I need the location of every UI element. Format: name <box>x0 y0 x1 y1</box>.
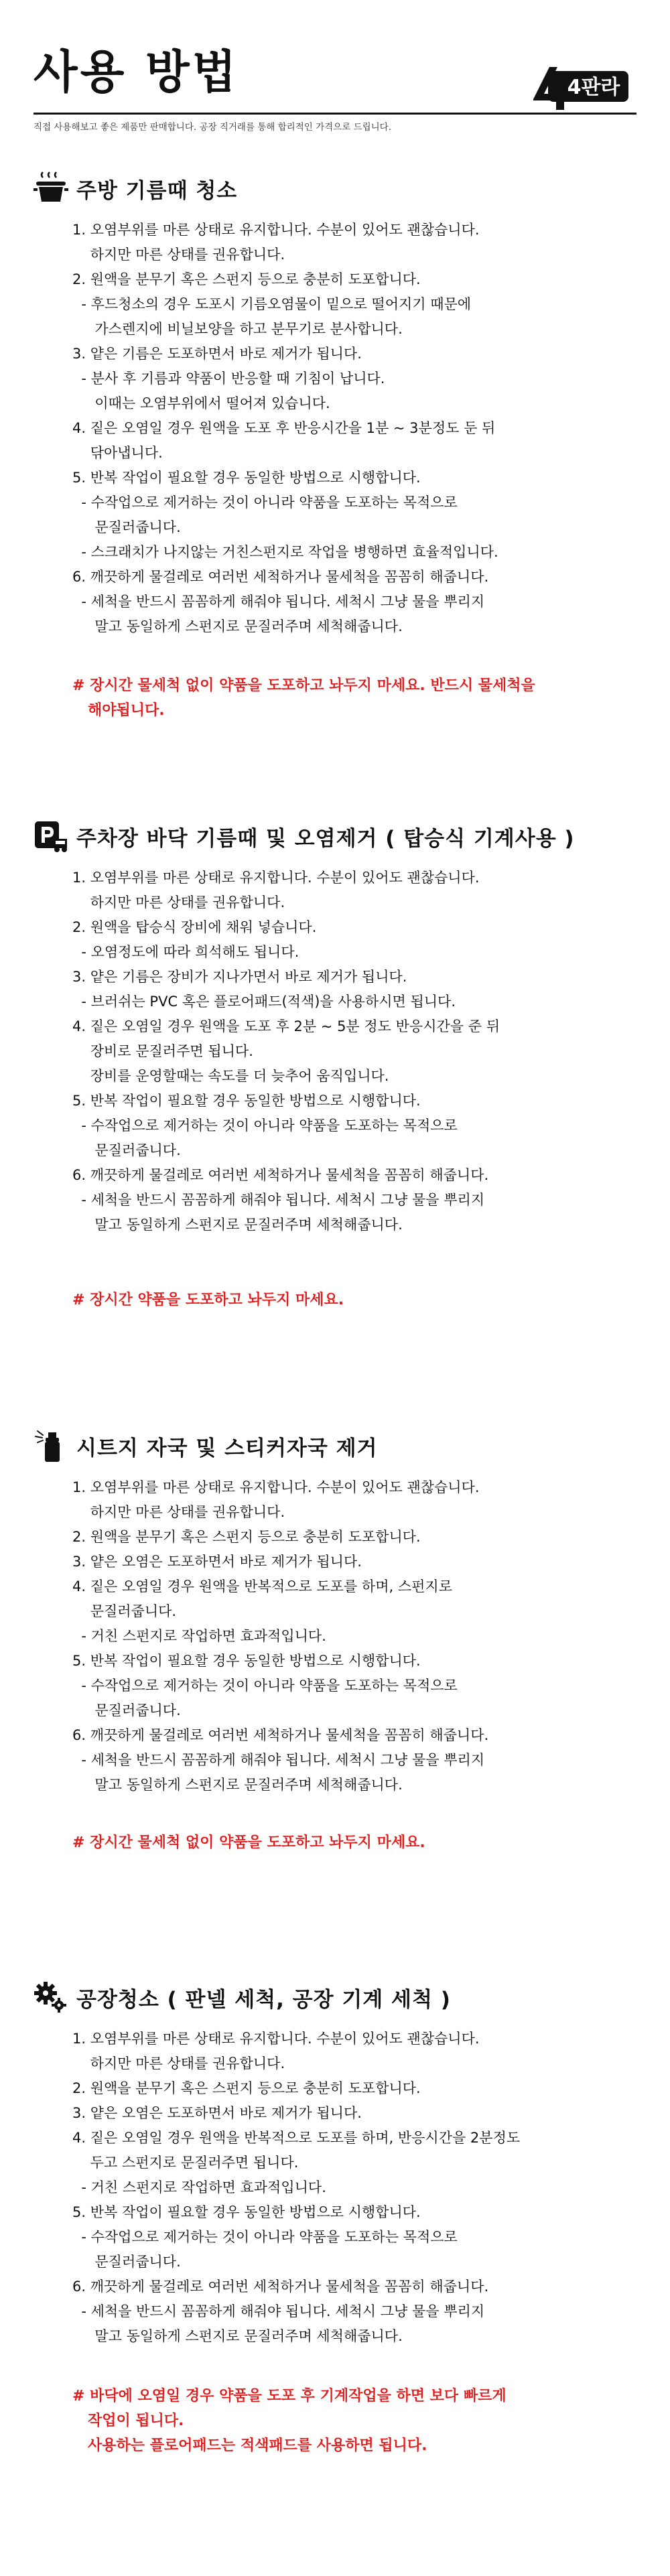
step-line: 4. 짙은 오염일 경우 원액을 반복적으로 도포를 하며, 스펀지로 <box>72 1578 452 1595</box>
step-line: 2. 원액을 분무기 혹은 스펀지 등으로 충분히 도포합니다. <box>72 2080 421 2096</box>
cooking-pot-icon <box>34 171 68 206</box>
step-line: 5. 반복 작업이 필요할 경우 동일한 방법으로 시행합니다. <box>72 1093 421 1109</box>
step-line: 5. 반복 작업이 필요할 경우 동일한 방법으로 시행합니다. <box>72 1653 421 1669</box>
warning-line: 작업이 됩니다. <box>72 2413 184 2429</box>
step-line: - 세척을 반드시 꼼꼼하게 해줘야 됩니다. 세척시 그냥 물을 뿌리지 <box>72 2303 485 2319</box>
section-title: 공장청소 ( 판넬 세척, 공장 기계 세척 ) <box>76 1987 451 2012</box>
step-line: 3. 얕은 기름은 도포하면서 바로 제거가 됩니다. <box>72 346 362 362</box>
step-line: - 세척을 반드시 꼼꼼하게 해줘야 됩니다. 세척시 그냥 물을 뿌리지 <box>72 1192 485 1208</box>
step-line: 문질러줍니다. <box>72 2254 181 2270</box>
warning-line: # 바닥에 오염일 경우 약품을 도포 후 기계작업을 하면 보다 빠르게 <box>72 2388 507 2404</box>
step-line: 2. 원액을 탑승식 장비에 채워 넣습니다. <box>72 919 317 935</box>
step-line: 닦아냅니다. <box>72 445 163 461</box>
step-list <box>72 866 643 1237</box>
section-header <box>34 1428 377 1463</box>
step-line: 문질러줍니다. <box>72 1603 177 1619</box>
step-line: 장비를 운영할때는 속도를 더 늦추어 움직입니다. <box>72 1068 389 1084</box>
parking-icon <box>34 819 68 854</box>
logo-text: 4판라 <box>567 76 620 99</box>
step-line: 문질러줍니다. <box>72 1142 181 1158</box>
step-line: 하지만 마른 상태를 권유합니다. <box>72 2055 285 2072</box>
step-line: 5. 반복 작업이 필요할 경우 동일한 방법으로 시행합니다. <box>72 470 421 486</box>
warning-note <box>72 1288 344 1312</box>
step-list <box>72 1475 643 1798</box>
section-title: 주방 기름때 청소 <box>76 178 238 203</box>
step-line: - 세척을 반드시 꼼꼼하게 해줘야 됩니다. 세척시 그냥 물을 뿌리지 <box>72 1752 485 1768</box>
warning-note <box>72 673 535 723</box>
step-line: 두고 스펀지로 문질러주면 됩니다. <box>72 2155 299 2171</box>
step-line: 말고 동일하게 스펀지로 문질러주며 세척해줍니다. <box>72 1777 403 1793</box>
warning-line: 해야됩니다. <box>72 702 165 719</box>
step-line: 1. 오염부위를 마른 상태로 유지합니다. 수분이 있어도 괜찮습니다. <box>72 1479 480 1495</box>
step-line: 하지만 마른 상태를 권유합니다. <box>72 894 285 910</box>
step-line: - 수작업으로 제거하는 것이 아니라 약품을 도포하는 목적으로 <box>72 1117 458 1134</box>
section-title: 주차장 바닥 기름때 및 오염제거 ( 탑승식 기계사용 ) <box>76 826 575 851</box>
step-line: 말고 동일하게 스펀지로 문질러주며 세척해줍니다. <box>72 2328 403 2344</box>
step-line: 2. 원액을 분무기 혹은 스펀지 등으로 충분히 도포합니다. <box>72 271 421 287</box>
warning-line: 사용하는 플로어패드는 적색패드를 사용하면 됩니다. <box>72 2437 427 2454</box>
step-line: 1. 오염부위를 마른 상태로 유지합니다. 수분이 있어도 괜찮습니다. <box>72 870 480 886</box>
step-line: - 수작업으로 제거하는 것이 아니라 약품을 도포하는 목적으로 <box>72 494 458 511</box>
step-line: 하지만 마른 상태를 권유합니다. <box>72 247 285 263</box>
warning-line: # 장시간 약품을 도포하고 놔두지 마세요. <box>72 1292 344 1308</box>
step-line: 1. 오염부위를 마른 상태로 유지합니다. 수분이 있어도 괜찮습니다. <box>72 222 480 238</box>
warning-line: # 장시간 물세척 없이 약품을 도포하고 놔두지 마세요. 반드시 물세척을 <box>72 677 535 694</box>
step-line: 문질러줍니다. <box>72 1702 181 1718</box>
step-line: 6. 깨끗하게 물걸레로 여러번 세척하거나 물세척을 꼼꼼히 해줍니다. <box>72 569 489 585</box>
spray-bottle-icon <box>34 1428 68 1463</box>
brand-logo <box>529 62 636 115</box>
step-line: 1. 오염부위를 마른 상태로 유지합니다. 수분이 있어도 괜찮습니다. <box>72 2031 480 2047</box>
step-line: 말고 동일하게 스펀지로 문질러주며 세척해줍니다. <box>72 618 403 634</box>
step-line: - 거친 스펀지로 작업하면 효과적입니다. <box>72 2179 326 2195</box>
step-line: 가스렌지에 비닐보양을 하고 분무기로 분사합니다. <box>72 321 403 337</box>
warning-line: # 장시간 물세척 없이 약품을 도포하고 놔두지 마세요. <box>72 1834 425 1851</box>
step-line: 2. 원액을 분무기 혹은 스펀지 등으로 충분히 도포합니다. <box>72 1529 421 1545</box>
section-header <box>34 819 575 854</box>
page-title: 사용 방법 <box>34 46 239 99</box>
step-line: - 거친 스펀지로 작업하면 효과적입니다. <box>72 1628 326 1644</box>
step-line: 3. 얕은 기름은 장비가 지나가면서 바로 제거가 됩니다. <box>72 969 407 985</box>
step-line: - 수작업으로 제거하는 것이 아니라 약품을 도포하는 목적으로 <box>72 2229 458 2245</box>
step-line: 4. 짙은 오염일 경우 원액을 도포 후 반응시간을 1분 ~ 3분정도 둔 뒤 <box>72 420 496 436</box>
step-line: 이때는 오염부위에서 떨어져 있습니다. <box>72 395 330 411</box>
step-line: - 후드청소의 경우 도포시 기름오염물이 밑으로 떨어지기 때문에 <box>72 296 472 312</box>
step-line: 하지만 마른 상태를 권유합니다. <box>72 1504 285 1520</box>
step-list <box>72 2027 643 2349</box>
step-line: 장비로 문질러주면 됩니다. <box>72 1043 253 1059</box>
step-line: 말고 동일하게 스펀지로 문질러주며 세척해줍니다. <box>72 1217 403 1233</box>
step-line: 4. 짙은 오염일 경우 원액을 반복적으로 도포를 하며, 반응시간을 2분정도 <box>72 2130 521 2146</box>
step-line: 문질러줍니다. <box>72 519 181 535</box>
step-line: 5. 반복 작업이 필요할 경우 동일한 방법으로 시행합니다. <box>72 2204 421 2220</box>
step-line: 6. 깨끗하게 물걸레로 여러번 세척하거나 물세척을 꼼꼼히 해줍니다. <box>72 2279 489 2295</box>
step-line: 3. 얕은 오염은 도포하면서 바로 제거가 됩니다. <box>72 2105 362 2121</box>
step-line: - 세척을 반드시 꼼꼼하게 해줘야 됩니다. 세척시 그냥 물을 뿌리지 <box>72 594 485 610</box>
step-line: - 수작업으로 제거하는 것이 아니라 약품을 도포하는 목적으로 <box>72 1678 458 1694</box>
section-header <box>34 171 237 206</box>
step-line: 6. 깨끗하게 물걸레로 여러번 세척하거나 물세척을 꼼꼼히 해줍니다. <box>72 1167 489 1183</box>
step-line: - 브러쉬는 PVC 혹은 플로어패드(적색)을 사용하시면 됩니다. <box>72 994 456 1010</box>
gears-icon <box>34 1980 68 2015</box>
warning-note <box>72 1830 425 1855</box>
warning-note <box>72 2384 507 2458</box>
section-header <box>34 1980 451 2015</box>
step-line: 4. 짙은 오염일 경우 원액을 도포 후 2분 ~ 5분 정도 반응시간을 준 뒤 <box>72 1018 500 1034</box>
section-title: 시트지 자국 및 스티커자국 제거 <box>76 1436 378 1461</box>
step-line: 3. 얕은 오염은 도포하면서 바로 제거가 됩니다. <box>72 1554 362 1570</box>
step-line: - 오염정도에 따라 희석해도 됩니다. <box>72 944 299 960</box>
page-subtitle: 직접 사용해보고 좋은 제품만 판매합니다. 공장 직거래를 통해 합리적인 가격으로 드립니다. <box>34 122 392 133</box>
page-header <box>0 0 670 141</box>
step-line: - 스크래치가 나지않는 거친스펀지로 작업을 병행하면 효율적입니다. <box>72 544 498 560</box>
step-line: - 분사 후 기름과 약품이 반응할 때 기침이 납니다. <box>72 370 385 387</box>
step-list <box>72 218 643 639</box>
step-line: 6. 깨끗하게 물걸레로 여러번 세척하거나 물세척을 꼼꼼히 해줍니다. <box>72 1727 489 1743</box>
